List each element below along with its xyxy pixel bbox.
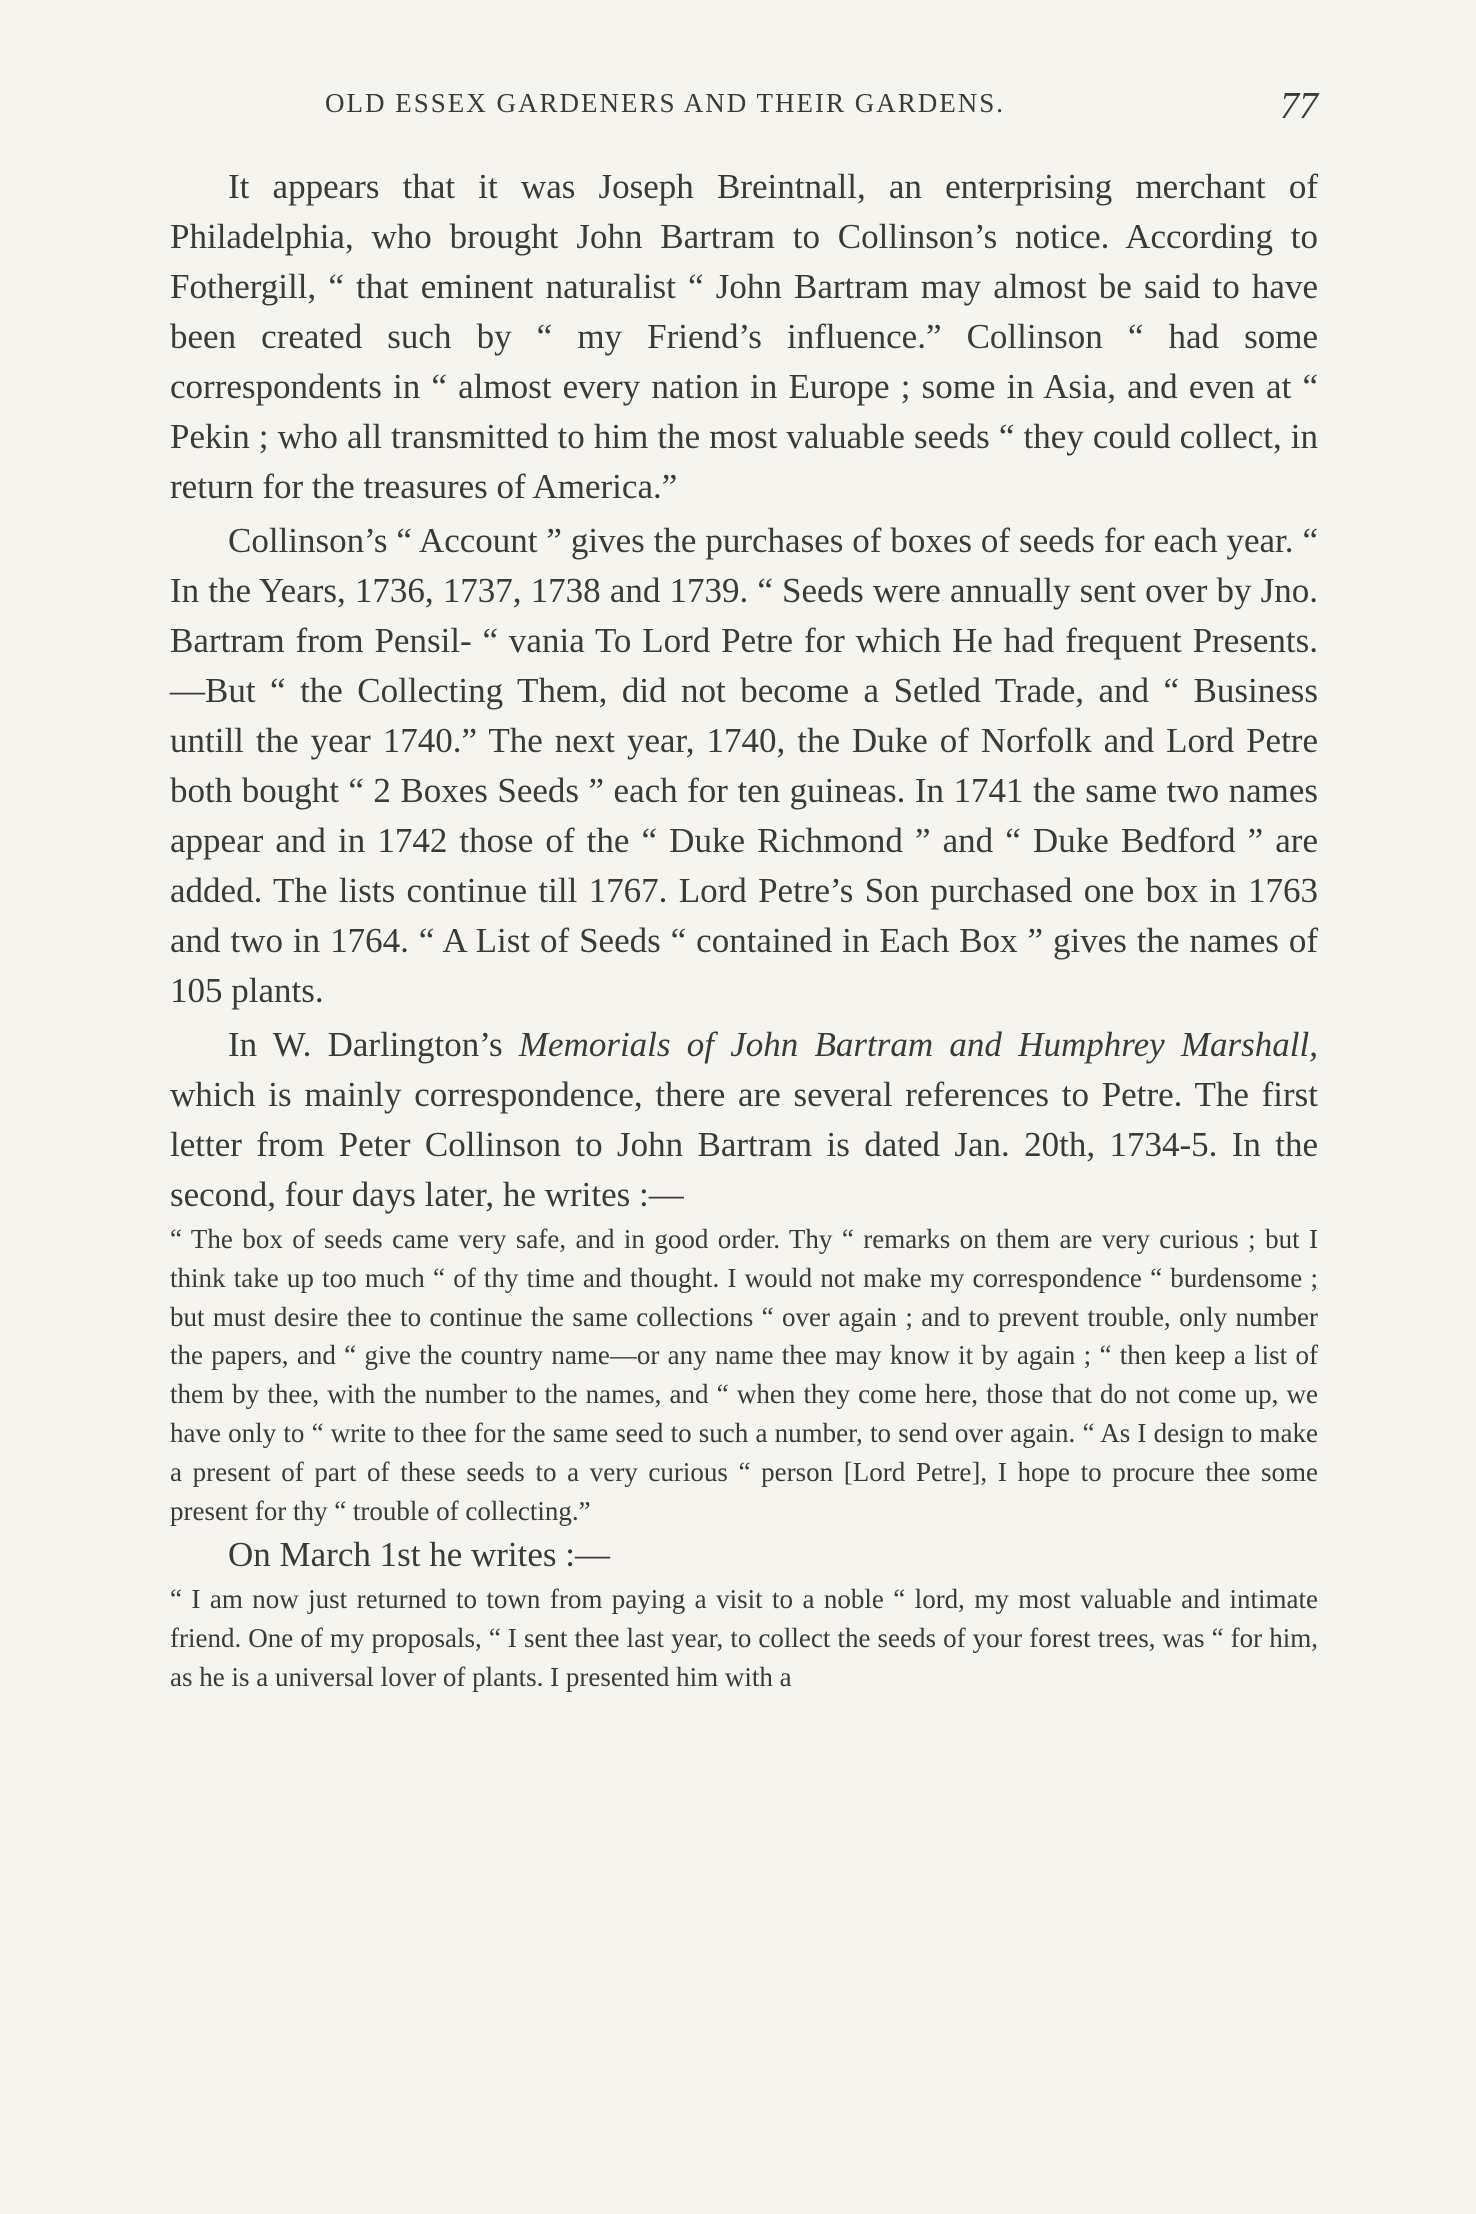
- book-title-italic: Memorials of John Bartram and Humphrey Marshall,: [518, 1025, 1318, 1064]
- paragraph-2: Collinson’s “ Account ” gives the purchases of boxes of seeds for each year. “ In the Years, 1736, 1737, 1738 and 1739. “ Seeds were annually sent over by Jno. Bartram from Pensil- “ vania To Lord Petre for which He had frequent Presents.—But “ the Collecting Them, did not become a Setled Trade, and “ Business untill the year 1740.” The next year, 1740, the Duke of Norfolk and Lord Petre both bought “ 2 Boxes Seeds ” each for ten guineas. In 1741 the same two names appear and in 1742 those of the “ Duke Richmond ” and “ Duke Bedford ” are added. The lists continue till 1767. Lord Petre’s Son purchased one box in 1763 and two in 1764. “ A List of Seeds “ contained in Each Box ” gives the names of 105 plants.: [170, 521, 1318, 1010]
- paragraph-3-rest: which is mainly correspondence, there are several references to Petre. The first letter from Peter Collinson to John Bartram is dated Jan. 20th, 1734-5. In the second, four days later, he writes :—: [170, 1075, 1318, 1214]
- running-title: OLD ESSEX GARDENERS AND THEIR GARDENS.: [325, 88, 1006, 118]
- page-number: 77: [1280, 85, 1318, 127]
- body-text: [170, 162, 1318, 1697]
- page-header: [170, 85, 1318, 128]
- paragraph-3-lead: In W. Darlington’s: [228, 1025, 519, 1064]
- paragraph-3: [170, 1020, 1318, 1220]
- paragraph-4: On March 1st he writes :—: [228, 1535, 611, 1575]
- paragraph-1: It appears that it was Joseph Breintnall, an enterprising merchant of Philadelphia, who brought John Bartram to Collinson’s notice. According to Fothergill, “ that eminent naturalist “ John Bartram may almost be said to have been created such by “ my Friend’s influence.” Collinson “ had some correspondents in “ almost every nation in Europe ; some in Asia, and even at “ Pekin ; who all transmitted to him the most valuable seeds “ they could collect, in return for the treasures of America.”: [170, 167, 1318, 506]
- quoted-letter-1: “ The box of seeds came very safe, and in good order. Thy “ remarks on them are very curious ; but I think take up too much “ of thy time and thought. I would not make my correspondence “ burdensome ; but must desire thee to continue the same collections “ over again ; and to prevent trouble, only number the papers, and “ give the country name—or any name thee may know it by again ; “ then keep a list of them by thee, with the number to the names, and “ when they come here, those that do not come up, we have only to “ write to thee for the same seed to such a number, to send over again. “ As I design to make a present of part of these seeds to a very curious “ person [Lord Petre], I hope to procure thee some present for thy “ trouble of collecting.”: [170, 1224, 1318, 1526]
- quoted-letter-2: “ I am now just returned to town from paying a visit to a noble “ lord, my most valuable and intimate friend. One of my proposals, “ I sent thee last year, to collect the seeds of your forest trees, was “ for him, as he is a universal lover of plants. I presented him with a: [170, 1584, 1318, 1692]
